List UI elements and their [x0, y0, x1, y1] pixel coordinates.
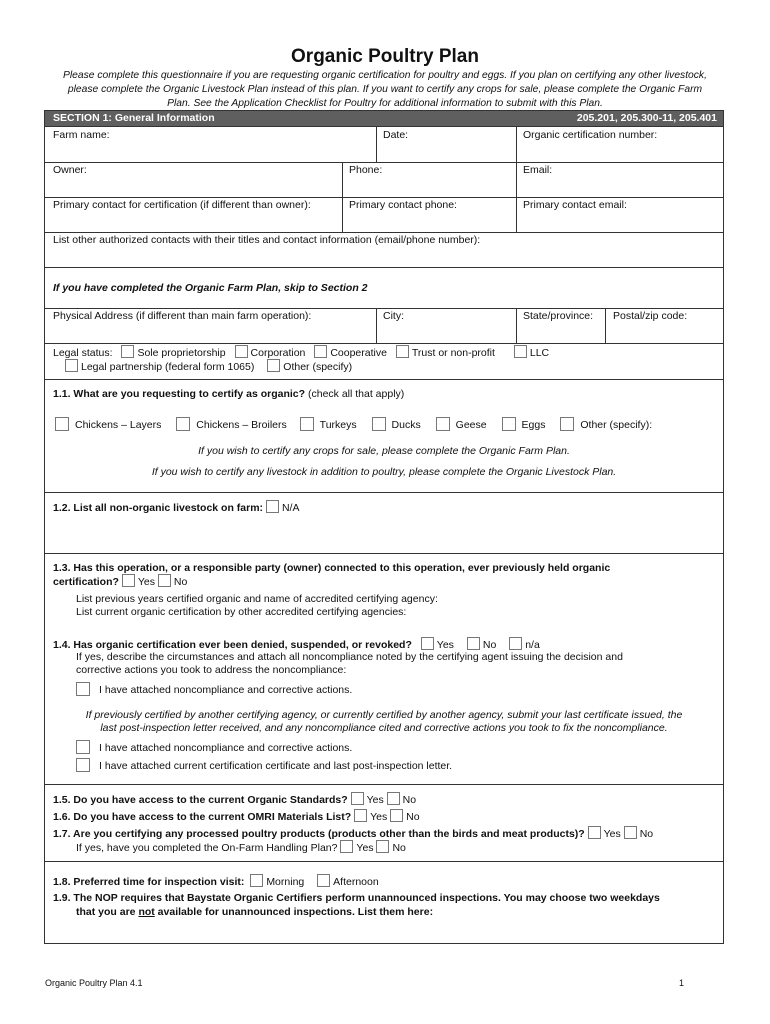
q1-8-question: 1.8. Preferred time for inspection visit: — [53, 876, 245, 888]
q1-3-line-1: List previous years certified organic and name of accredited certifying agency: — [76, 593, 438, 605]
q1-4 — [53, 637, 540, 651]
checkbox[interactable] — [300, 417, 314, 431]
na-label: n/a — [525, 639, 540, 651]
skip-note: If you have completed the Organic Farm Plan, skip to Section 2 — [53, 282, 368, 294]
checkbox[interactable] — [176, 417, 190, 431]
option-label: Chickens – Layers — [75, 419, 162, 431]
afternoon-label: Afternoon — [333, 876, 379, 888]
primary-contact-label: Primary contact for certification (if different than owner): — [53, 199, 311, 211]
q1-3-question-b: certification? — [53, 576, 119, 588]
q1-1-hint: (check all that apply) — [305, 388, 405, 400]
q1-7 — [53, 826, 653, 840]
option-label: Legal partnership (federal form 1065) — [81, 361, 255, 373]
page-title: Organic Poultry Plan — [291, 46, 479, 67]
q1-4-prev-note-a: If previously certified by another certifying agency, or currently certified by another agency, submit your last certificate issued, the — [85, 709, 683, 721]
primary-phone-label: Primary contact phone: — [349, 199, 457, 211]
q1-6 — [53, 809, 420, 823]
legal-status-label: Legal status: — [53, 347, 113, 359]
legal-status-row — [53, 345, 549, 359]
option-label: Other (specify): — [580, 419, 653, 431]
option-label: Geese — [455, 419, 487, 431]
attach-label: I have attached current certification certificate and last post-inspection letter. — [99, 760, 453, 772]
option-label: Turkeys — [319, 419, 357, 431]
checkbox[interactable] — [509, 637, 522, 650]
yes-label: Yes — [603, 828, 621, 840]
checkbox[interactable] — [396, 345, 409, 358]
q1-8 — [53, 874, 379, 888]
q1-1-question: 1.1. What are you requesting to certify as organic? — [53, 388, 306, 400]
no-label: No — [482, 639, 497, 651]
checkbox[interactable] — [122, 574, 135, 587]
yes-label: Yes — [137, 576, 155, 588]
checkbox[interactable] — [158, 574, 171, 587]
q1-2-question: 1.2. List all non-organic livestock on farm: — [53, 502, 264, 514]
checkbox[interactable] — [235, 345, 248, 358]
phone-label: Phone: — [349, 164, 383, 176]
q1-3-line-2: List current organic certification by other accredited certifying agencies: — [76, 606, 407, 618]
owner-label: Owner: — [53, 164, 87, 176]
physical-address-label: Physical Address (if different than main farm operation): — [53, 310, 312, 322]
email-label: Email: — [523, 164, 553, 176]
date-label: Date: — [383, 129, 409, 141]
option-label: Chickens – Broilers — [196, 419, 287, 431]
q1-4-prev-note-b: last post-inspection letter received, and any noncompliance cited and corrective actions you took to fix the noncompliance. — [100, 722, 668, 734]
checkbox[interactable] — [314, 345, 327, 358]
intro-text: Please complete this questionnaire if you are requesting organic certification for poultry and eggs. If you plan on certifying any other livestock, please complete the Organic Livestock Plan instead of this plan. If you want to certify any crops for sale, please complete the Organic Farm Plan. See the Application Checklist for Poultry for additional information to submit with this Plan. — [63, 70, 707, 109]
q1-3-line-b — [53, 574, 187, 588]
q1-1-note-2: If you wish to certify any livestock in addition to poultry, please complete the Organic Livestock Plan. — [151, 466, 617, 478]
q1-9-line-1: 1.9. The NOP requires that Baystate Organic Certifiers perform unannounced inspections. You may choose two weekdays — [53, 892, 660, 904]
option-label: Ducks — [391, 419, 421, 431]
checkbox[interactable] — [340, 840, 353, 853]
checkbox[interactable] — [467, 637, 480, 650]
section-refs: 205.201, 205.300-11, 205.401 — [576, 112, 717, 124]
checkbox[interactable] — [65, 359, 78, 372]
q1-7-question: 1.7. Are you certifying any processed poultry products (products other than the birds and meat products)? — [53, 828, 585, 840]
option-label: Cooperative — [330, 347, 387, 359]
checkbox[interactable] — [390, 809, 403, 822]
checkbox[interactable] — [267, 359, 280, 372]
q1-9-not: not — [138, 906, 155, 918]
yes-label: Yes — [366, 794, 384, 806]
checkbox[interactable] — [317, 874, 330, 887]
attach-label: I have attached noncompliance and corrective actions. — [99, 742, 353, 754]
cert-number-label: Organic certification number: — [523, 129, 658, 141]
checkbox[interactable] — [76, 740, 90, 754]
q1-4-detail-a: If yes, describe the circumstances and attach all noncompliance noted by the certifying agent issuing the decision and — [76, 651, 623, 663]
checkbox[interactable] — [588, 826, 601, 839]
yes-label: Yes — [370, 811, 388, 823]
q1-1 — [53, 388, 404, 400]
q1-4-question: 1.4. Has organic certification ever been denied, suspended, or revoked? — [53, 639, 412, 651]
footer-doc-name: Organic Poultry Plan 4.1 — [45, 978, 143, 988]
no-label: No — [406, 811, 420, 823]
option-label: Trust or non-profit — [411, 347, 495, 359]
checkbox[interactable] — [351, 792, 364, 805]
checkbox[interactable] — [372, 417, 386, 431]
q1-7-sub — [76, 840, 406, 854]
q1-4-attach-2 — [76, 740, 352, 754]
checkbox[interactable] — [560, 417, 574, 431]
q1-9-post: available for unannounced inspections. List them here: — [154, 906, 434, 918]
no-label: No — [639, 828, 654, 840]
q1-1-note-1: If you wish to certify any crops for sale, please complete the Organic Farm Plan. — [198, 445, 570, 457]
other-contacts-label: List other authorized contacts with their titles and contact information (email/phone number): — [53, 234, 481, 246]
checkbox[interactable] — [250, 874, 263, 887]
q1-7-sub-question: If yes, have you completed the On-Farm Handling Plan? — [76, 842, 338, 854]
na-label: N/A — [281, 502, 300, 514]
q1-4-detail-b: corrective actions you took to address the noncompliance: — [76, 664, 347, 676]
checkbox[interactable] — [387, 792, 400, 805]
q1-5 — [53, 792, 416, 806]
section-header — [45, 111, 723, 126]
q1-2 — [53, 500, 299, 514]
farm-name-label: Farm name: — [53, 129, 110, 141]
q1-5-question: 1.5. Do you have access to the current Organic Standards? — [53, 794, 348, 806]
checkbox[interactable] — [266, 500, 279, 513]
q1-9-pre: that you are — [76, 906, 139, 918]
checkbox[interactable] — [76, 682, 90, 696]
no-label: No — [402, 794, 417, 806]
q1-4-attach-3 — [76, 758, 452, 772]
checkbox[interactable] — [502, 417, 516, 431]
checkbox[interactable] — [421, 637, 434, 650]
checkbox[interactable] — [354, 809, 367, 822]
q1-1-options — [55, 417, 652, 431]
option-label: Eggs — [521, 419, 546, 431]
checkbox[interactable] — [376, 840, 389, 853]
yes-label: Yes — [356, 842, 374, 854]
no-label: No — [392, 842, 406, 854]
q1-4-attach-1 — [76, 682, 352, 696]
city-label: City: — [383, 310, 404, 322]
yes-label: Yes — [436, 639, 454, 651]
option-label: Corporation — [250, 347, 306, 359]
section-title: SECTION 1: General Information — [53, 112, 215, 124]
form-section-1 — [44, 110, 724, 944]
q1-3-question-a: 1.3. Has this operation, or a responsible party (owner) connected to this operation, ever previously held organic — [53, 562, 611, 574]
q1-6-question: 1.6. Do you have access to the current OMRI Materials List? — [53, 811, 352, 823]
checkbox[interactable] — [624, 826, 637, 839]
attach-label: I have attached noncompliance and corrective actions. — [99, 684, 353, 696]
q1-9-line-2 — [76, 906, 433, 918]
footer-page-number: 1 — [679, 978, 685, 988]
option-label: LLC — [529, 347, 550, 359]
checkbox[interactable] — [121, 345, 134, 358]
morning-label: Morning — [266, 876, 305, 888]
state-label: State/province: — [523, 310, 594, 322]
no-label: No — [173, 576, 188, 588]
legal-status-row-2 — [65, 359, 352, 373]
checkbox[interactable] — [436, 417, 450, 431]
checkbox[interactable] — [55, 417, 69, 431]
checkbox[interactable] — [76, 758, 90, 772]
checkbox[interactable] — [514, 345, 527, 358]
option-label: Other (specify) — [283, 361, 353, 373]
option-label: Sole proprietorship — [137, 347, 226, 359]
primary-email-label: Primary contact email: — [523, 199, 627, 211]
zip-label: Postal/zip code: — [613, 310, 688, 322]
